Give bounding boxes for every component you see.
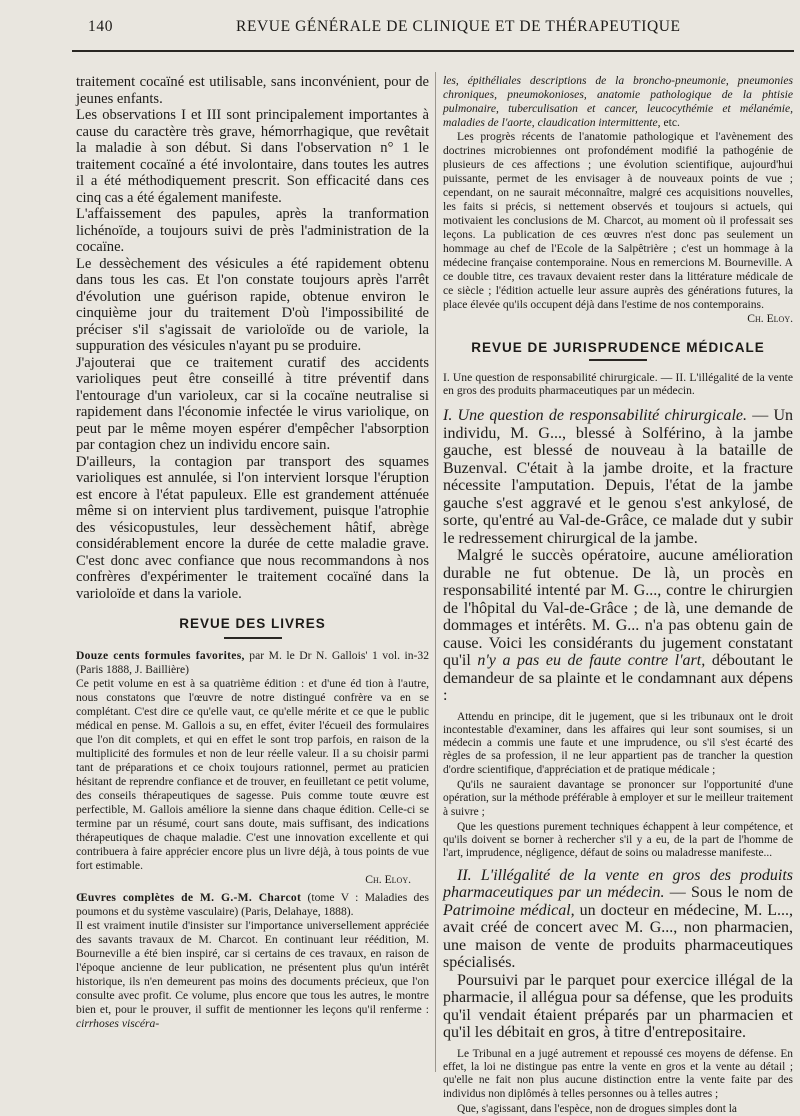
review-signature: Ch. Eloy.: [365, 872, 411, 886]
quote-paragraph: Attendu en principe, dit le jugement, que si les tribunaux ont le droit incontestable d'examiner, dans les affaires qui leur sont soumises, si un médecin a commis une faute et une imprudence, ou s'il s'est écarté des règles de sa profession, il ne leur appartient pas de trancher la question d'ordre scientifique, d'appréciation et de pratique médicale ;: [443, 710, 793, 776]
header-rule: [72, 50, 794, 52]
journal-title: REVUE GÉNÉRALE DE CLINIQUE ET DE THÉRAPEUTIQUE: [236, 18, 681, 35]
case-one: [443, 407, 793, 547]
case-two-continued: Poursuivi par le parquet pour exercice illégal de la pharmacie, il allégua pour sa défense, que les produits qu'il vendait étaient préparés par un pharmacien et qu'il les débitait en gros, à titre d'entrepositaire.: [443, 971, 793, 1042]
book-review: Ce petit volume en est à sa quatrième édition : et d'une éd tion à l'autre, nous constatons que l'œuvre de notre distingué confrère va en se complétant. C'est dire ce qu'elle vaut, ce qu'elle mérite et ce que le public médical en pense. M. Gallois a su, en effet, éviter l'écueil des formulaires que l'on dit complets, et qui en effet le sont trop parfois, en raison de la multiplicité des formules et non de leur réelle valeur. Il a su choisir parmi tant de préparations et ce choix toujours rationnel, permet au praticien hésitant de reprendre confiance et de trouver, en feuilletant ce petit volume, des conseils thérapeutiques de sagesse. Puis comme toute œuvre est perfectible, M. Gallois améliore la sienne dans chaque édition. Celle-ci se termine par un résumé, court sans doute, mais suffisant, des indications thérapeutiques de chaque maladie. C'est une innovation excellente et qui contribuera à faire apprécier encore plus un livre déjà, à tous points de vue fort estimable.: [76, 676, 429, 872]
case-two-heading: II. L'illégalité de la vente en gros des produits pharmaceutiques par un médecin.: [443, 866, 793, 902]
book-review: [76, 919, 429, 1031]
running-head: [0, 18, 800, 42]
quote-paragraph: Que les questions purement techniques échappent à leur compétence, et qu'ils doivent se borner à rechercher s'il y a eu, de la part de l'homme de l'art, imprudence, négligence, défaut de soins ou maladresse manifeste...: [443, 820, 793, 860]
paragraph: traitement cocaïné est utilisable, sans inconvénient, pour de jeunes enfants.: [76, 74, 429, 107]
paragraph: L'affaissement des papules, après la tranformation lichénoïde, a toujours suivi de près l'administration de la cocaïne.: [76, 206, 429, 255]
book-review-text: Les progrès récents de l'anatomie pathologique et l'avènement des doctrines microbiennes ont profondément modifié la pathogénie de plusieurs de ces affections ; une évolution scientifique, aujourd'hui puissante, permet de les envisager à de nouveaux points de vue ; cependant, on ne saurait méconnaître, malgré ces acquisitions nouvelles, les faits si précis, si nettement observés et toujours si actuels, qui motivaient les conclusions de M. Charcot, au moment où il professait ses leçons. La publication de ces œuvres n'est donc pas seulement un hommage au chef de l'Ecole de la Salpêtrière ; c'est un hommage à la médecine française contemporaine. Nous en remercions M. Bourneville. A ce double titre, ces travaux devaient rester dans la littérature médicale de ce siècle ; l'édition actuelle leur assure auprès des générations futures, la place élevée qu'ils occupent déjà dans l'estime de nos contemporains.: [443, 130, 793, 311]
left-column: [76, 74, 429, 1074]
book-entry-heading: [76, 891, 429, 919]
paragraph: Les observations I et III sont principalement importantes à cause du caractère très grave, hémorrhagique, que revêtait la maladie à son début. Si dans l'observation n° 1 le traitement cocaïné a été involontaire, dans toutes les autres il a été méthodiquement prescrit. Son efficacité dans ces cinq cas a été également manifeste.: [76, 107, 429, 206]
book-reference: par M. le Dr N. Gallois' 1 vol. in-32 (Paris 1888, J. Baillière): [76, 648, 430, 676]
section-rule: [589, 359, 647, 361]
case-one-text: — Un individu, M. G..., blessé à Solférino, à la jambe gauche, est blessé de nouveau à la bataille de Buzenval. C'était à la jambe droite, et la fracture nécessite l'amputation. Depuis, l'état de la jambe gauche s'est aggravé et le genou s'est ankylosé, de sorte, qu'entré au Val-de-Grâce, ce malade dut y subir le redressement chirurgical de la jambe.: [443, 407, 794, 547]
book-entry-heading: [76, 649, 429, 677]
case-emphasis: Patrimoine médical,: [443, 901, 575, 919]
book-reference: (tome V : Maladies des poumons et du système vasculaire) (Paris, Delahaye, 1888).: [76, 890, 429, 918]
section-rule: [224, 637, 282, 639]
case-one-heading: I. Une question de responsabilité chirurgicale.: [443, 407, 747, 424]
right-column: [443, 74, 794, 1115]
book-review-continued: [443, 74, 793, 130]
column-separator: [435, 72, 436, 1072]
case-text: un docteur en médecine, M. L..., avait créé de concert avec M. G..., non pharmacien, une maison de vente de produits pharmaceutiques spécialisés.: [443, 901, 794, 972]
book-title: Œuvres complètes de M. G.-M. Charcot: [76, 890, 302, 904]
case-text: — Sous le nom de: [669, 884, 794, 902]
section-summary: I. Une question de responsabilité chirurgicale. — II. L'illégalité de la vente en gros des produits pharmaceutiques par un médecin.: [443, 371, 793, 397]
book-title: Douze cents formules favorites,: [76, 648, 245, 662]
paragraph: Le dessèchement des vésicules a été rapidement obtenu dans tous les cas. Et l'on constate toujours après l'arrêt d'évolution une guérison rapide, obtenue environ le cinquième jour du traitement D'où l'impossibilité de préciser s'il s'agissait de varioloïde ou de variole, la suppuration des vésicules n'ayant pu se produire.: [76, 255, 429, 354]
case-text: déboutant le demandeur de sa plainte et le condamnant aux dépens :: [443, 652, 794, 704]
book-review-text: Il est vraiment inutile d'insister sur l'importance universellement appréciée des savants travaux de M. Charcot. En continuant leur réédition, M. Bourneville a été bien inspiré, car si certains de ces travaux, en raison de l'époque ancienne de leur publication, ne présentent plus qu'un intérêt historique, ils n'en demeurent pas moins des documents précieux, que l'on consulte avec profit. Ce volume, plus encore que tous les autres, le montre bien et, pour le prouver, il suffit de mentionner les leçons qu'il renferme :: [76, 918, 429, 1016]
case-text: Malgré le succès opératoire, aucune amélioration durable ne fut obtenue. De là, un procès en responsabilité intenté par M. G..., contre le chirurgien de l'hôpital du Val-de-Grâce ; de là, une demande de dommages et intérêts. M. G... n'a pas obtenu gain de cause. Voici les considérants du jugement constatant qu'il: [443, 547, 793, 669]
judgment-quote: [443, 1048, 793, 1116]
lesson-list: les, épithéliales descriptions de la broncho-pneumonie, pneumonies chroniques, pneumokonioses, anatomie pathologique de la phtisie pulmonaire, tuberculisation et cancer, leucocythémie et mélanémie, maladies de l'aorte, claudication intermittente,: [443, 74, 793, 129]
review-signature: Ch. Eloy.: [747, 312, 793, 325]
case-two: [443, 867, 793, 972]
case-one-continued: [443, 547, 793, 705]
case-emphasis: n'y a pas eu de faute contre l'art,: [477, 652, 706, 669]
book-review-list: cirrhoses viscéra-: [76, 1016, 160, 1030]
section-title-jurisprudence: REVUE DE JURISPRUDENCE MÉDICALE: [471, 340, 765, 355]
section-title-books: REVUE DES LIVRES: [179, 616, 326, 631]
book-review: [443, 130, 793, 326]
lesson-list-etc: etc.: [663, 116, 680, 129]
paragraph: D'ailleurs, la contagion par transport des squames varioliques est annulée, si l'on intervient lorsque l'éruption est encore à l'état papuleux. Elle est grandement atténuée même si on intervient plus tardivement, puisque l'atrophie des vésicopustules, leur dessèchement hâtif, abrège considérablement encore la durée de cette maladie grave. C'est donc avec confiance que nous recommandons à nos confrères d'expérimenter le traitement cocaïné dans la varioloïde et dans la variole.: [76, 453, 429, 602]
paragraph: J'ajouterai que ce traitement curatif des accidents varioliques peut être conseillé à titre préventif dans l'entourage d'un varioleux, car si la cocaïne neutralise si rapidement dans l'économie infectée le virus variolique, on peut par le même moyen espérer d'empêcher l'absorption par contagion chez un individu encore sain.: [76, 354, 429, 453]
judgment-quote: [443, 711, 793, 861]
quote-paragraph: Que, s'agissant, dans l'espèce, non de drogues simples dont la: [457, 1102, 737, 1115]
quote-paragraph: Qu'ils ne sauraient davantage se prononcer sur l'opportunité d'une opération, sur la méthode préférable à employer et sur le meilleur traitement à suivre ;: [443, 778, 793, 818]
page-number: 140: [88, 18, 114, 35]
quote-paragraph: Le Tribunal en a jugé autrement et repoussé ces moyens de défense. En effet, la loi ne distingue pas entre la vente en gros et la vente au détail ; qu'elle ne fait non plus aucune distinction entre la vente faite par des individus non diplômés à telles personnes ou à telles autres ;: [443, 1047, 793, 1100]
